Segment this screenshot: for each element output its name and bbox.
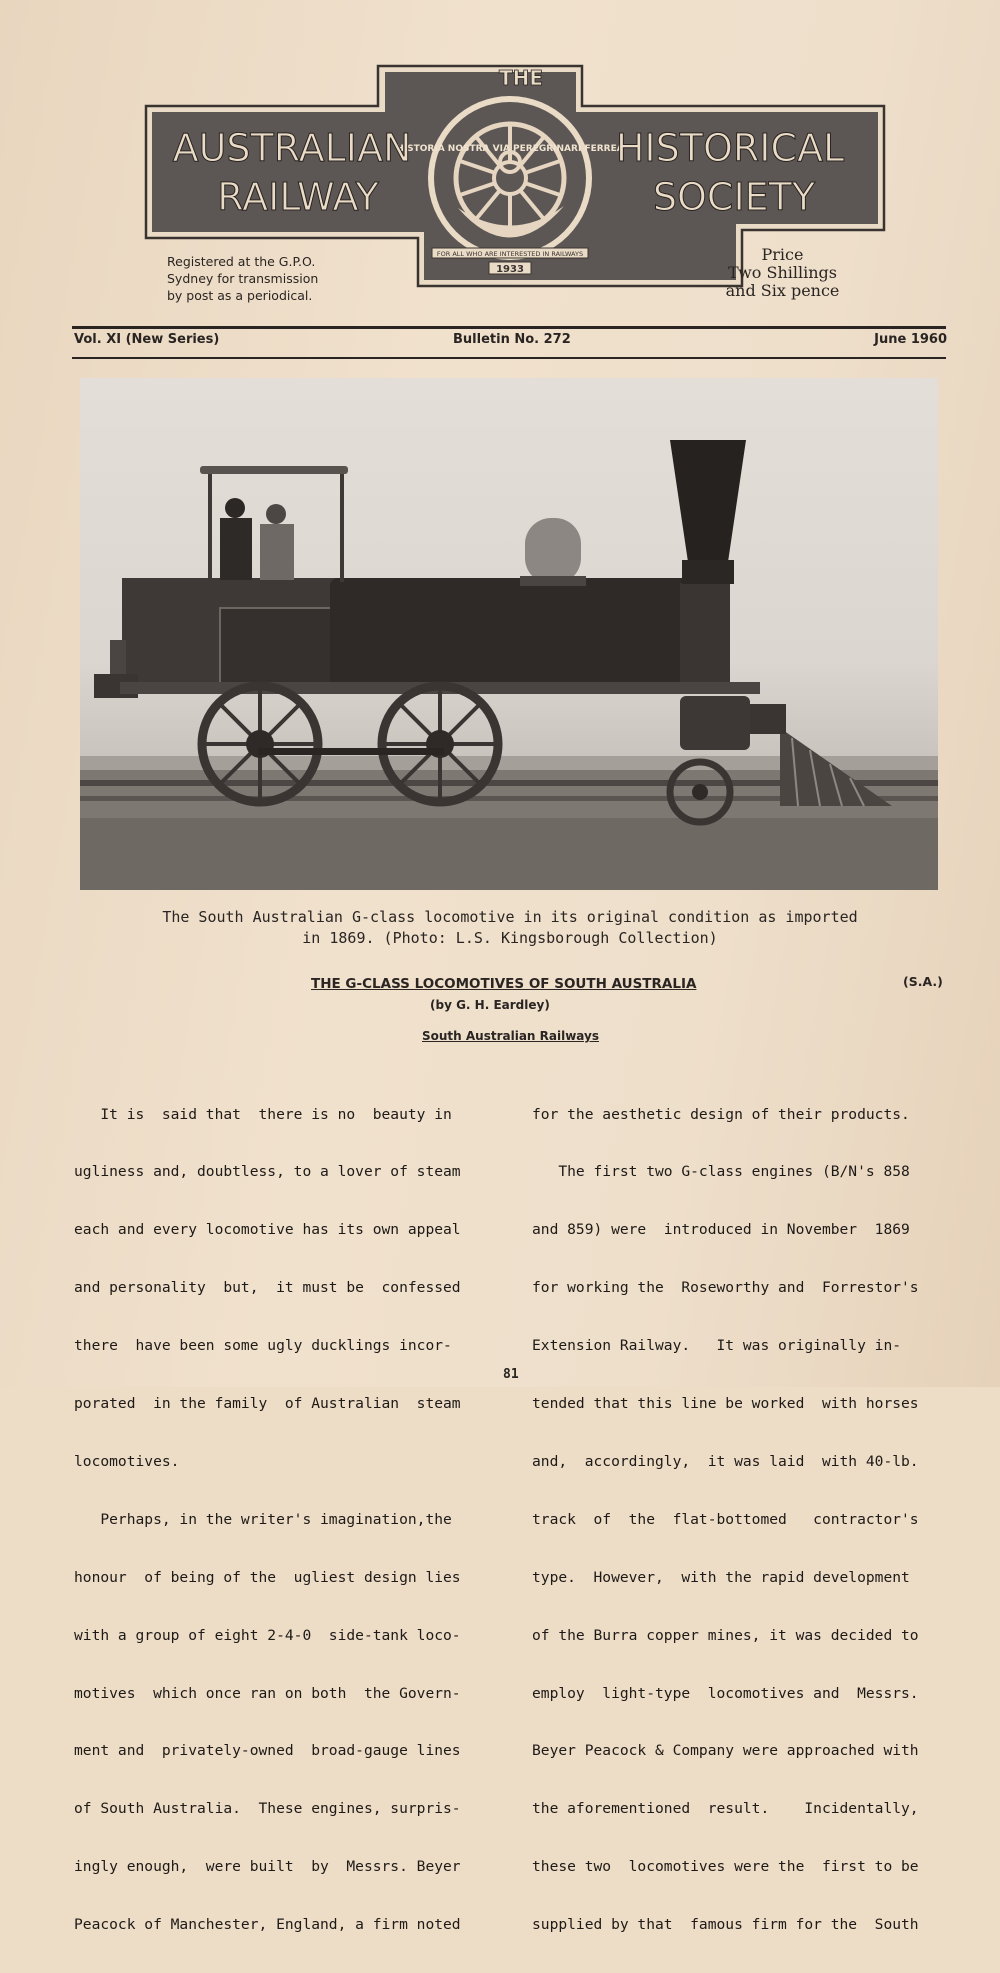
text-line: of South Australia. These engines, surpris-: [74, 1800, 461, 1818]
text-line: these two locomotives were the first to be: [532, 1858, 919, 1876]
masthead-the: THE: [498, 66, 544, 90]
registration-line: Registered at the G.P.O.: [167, 254, 316, 269]
issue-date: June 1960: [874, 332, 947, 347]
caption-line: The South Australian G-class locomotive in its original condition as imported: [162, 908, 858, 926]
text-line: Extension Railway. It was originally in-: [532, 1337, 902, 1355]
registration-line: by post as a periodical.: [167, 288, 313, 303]
text-line: motives which once ran on both the Govern-: [74, 1684, 461, 1702]
text-line: The first two G-class engines (B/N's 858: [532, 1163, 910, 1181]
article-column-right: [532, 1066, 962, 1973]
emblem-banner: FOR ALL WHO ARE INTERESTED IN RAILWAYS: [436, 250, 584, 258]
text-line: ment and privately-owned broad-gauge lines: [74, 1742, 461, 1760]
locomotive-photo: [80, 378, 938, 890]
issue-rule-top: [72, 326, 946, 329]
bulletin-number: Bulletin No. 272: [453, 332, 571, 347]
text-line: employ light-type locomotives and Messrs.: [532, 1684, 919, 1702]
text-line: locomotives.: [74, 1452, 180, 1470]
page-number: 81: [503, 1367, 519, 1382]
article-byline: (by G. H. Eardley): [430, 998, 550, 1012]
text-line: ugliness and, doubtless, to a lover of steam: [74, 1163, 461, 1181]
text-line: for the aesthetic design of their products.: [532, 1105, 910, 1123]
price-line: and Six pence: [725, 281, 840, 300]
text-line: honour of being of the ugliest design lies: [74, 1568, 461, 1586]
article-region: (S.A.): [903, 974, 943, 989]
text-line: type. However, with the rapid development: [532, 1568, 910, 1586]
text-line: ingly enough, were built by Messrs. Beyer: [74, 1858, 461, 1876]
masthead-historical: HISTORICAL: [615, 126, 845, 170]
text-line: there have been some ugly ducklings incor-: [74, 1337, 452, 1355]
emblem-motto: HISTORIA NOSTRA VIA PEREGRINARI FERREA: [396, 144, 624, 154]
price-note: [700, 246, 865, 300]
registration-note: [167, 253, 397, 304]
text-line: each and every locomotive has its own appeal: [74, 1221, 461, 1239]
text-line: Peacock of Manchester, England, a firm noted: [74, 1916, 461, 1934]
masthead-society: SOCIETY: [652, 175, 816, 219]
registration-line: Sydney for transmission: [167, 271, 319, 286]
text-line: tended that this line be worked with horses: [532, 1395, 919, 1413]
caption-line: in 1869. (Photo: L.S. Kingsborough Collection): [302, 929, 718, 947]
text-line: and 859) were introduced in November 1869: [532, 1221, 910, 1239]
emblem-year: 1933: [496, 264, 524, 275]
section-heading: South Australian Railways: [422, 1029, 599, 1043]
masthead-australian: AUSTRALIAN: [172, 126, 412, 170]
text-line: for working the Roseworthy and Forrestor's: [532, 1279, 919, 1297]
locomotive-illustration: [80, 378, 938, 890]
text-line: the aforementioned result. Incidentally,: [532, 1800, 919, 1818]
article-title: THE G-CLASS LOCOMOTIVES OF SOUTH AUSTRALIA: [311, 976, 697, 992]
text-line: It is said that there is no beauty in: [74, 1105, 452, 1123]
text-line: supplied by that famous firm for the South: [532, 1916, 919, 1934]
photo-caption: [140, 907, 880, 949]
text-line: track of the flat-bottomed contractor's: [532, 1510, 919, 1528]
text-line: porated in the family of Australian steam: [74, 1395, 461, 1413]
price-line: Price: [761, 245, 804, 264]
text-line: with a group of eight 2-4-0 side-tank loco-: [74, 1626, 461, 1644]
text-line: of the Burra copper mines, it was decided to: [532, 1626, 919, 1644]
text-line: Beyer Peacock & Company were approached with: [532, 1742, 919, 1760]
price-line: Two Shillings: [727, 263, 837, 282]
text-line: and, accordingly, it was laid with 40-lb.: [532, 1452, 919, 1470]
volume-label: Vol. XI (New Series): [74, 332, 220, 347]
article-column-left: [74, 1066, 504, 1973]
masthead-railway: RAILWAY: [217, 175, 379, 219]
issue-rule-bottom: [72, 357, 946, 359]
text-line: and personality but, it must be confessed: [74, 1279, 461, 1297]
text-line: Perhaps, in the writer's imagination,the: [74, 1510, 452, 1528]
